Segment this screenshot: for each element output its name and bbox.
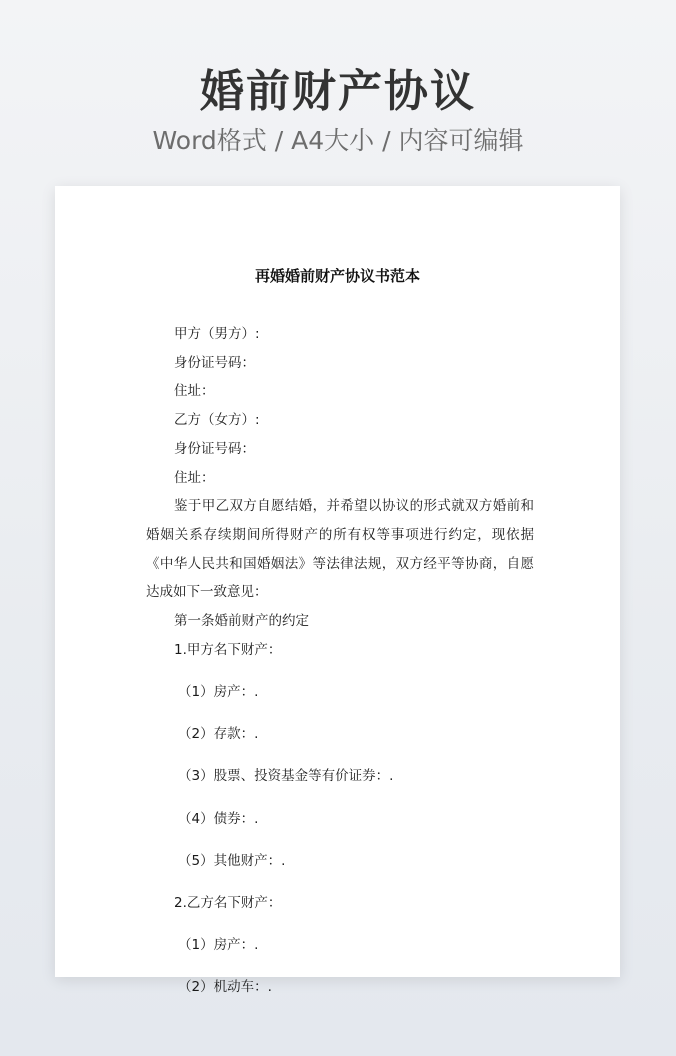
page-header: [0, 62, 676, 158]
article-1-heading: 第一条婚前财产的约定: [174, 613, 309, 630]
document-body: [146, 320, 534, 1016]
party-b-id-line: 身份证号码：: [174, 440, 255, 457]
party-b-address-line: 住址：: [174, 469, 215, 486]
section-a-item: （3）股票、投资基金等有价证券：.: [178, 768, 394, 785]
party-a-address-line: 住址：: [174, 383, 215, 400]
section-a-item: （4）债券：.: [178, 810, 259, 827]
party-a-id-line: 身份证号码：: [174, 354, 255, 371]
party-b-line: 乙方（女方）:: [174, 412, 260, 429]
page-title: 婚前财产协议: [200, 66, 476, 117]
section-a-item: （2）存款：.: [178, 726, 259, 743]
section-b-item: （2）机动车：.: [178, 979, 272, 996]
preamble-paragraph: 鉴于甲乙双方自愿结婚，并希望以协议的形式就双方婚前和婚姻关系存续期间所得财产的所有权等事项进行约定，现依据《中华人民共和国婚姻法》等法律法规，双方经平等协商，自愿达成如下一致意见：: [146, 498, 534, 601]
section-a-item: （1）房产：.: [178, 683, 259, 700]
document-title: 再婚婚前财产协议书范本: [254, 267, 420, 285]
section-b-item: （1）房产：.: [178, 937, 259, 954]
party-a-line: 甲方（男方）:: [174, 326, 260, 342]
section-a-item: （5）其他财产：.: [178, 852, 286, 869]
page-subtitle: Word格式 / A4大小 / 内容可编辑: [152, 126, 524, 155]
section-b-heading: 2.乙方名下财产：: [174, 894, 282, 911]
document-page: [55, 186, 620, 996]
section-a-heading: 1.甲方名下财产：: [174, 641, 282, 658]
